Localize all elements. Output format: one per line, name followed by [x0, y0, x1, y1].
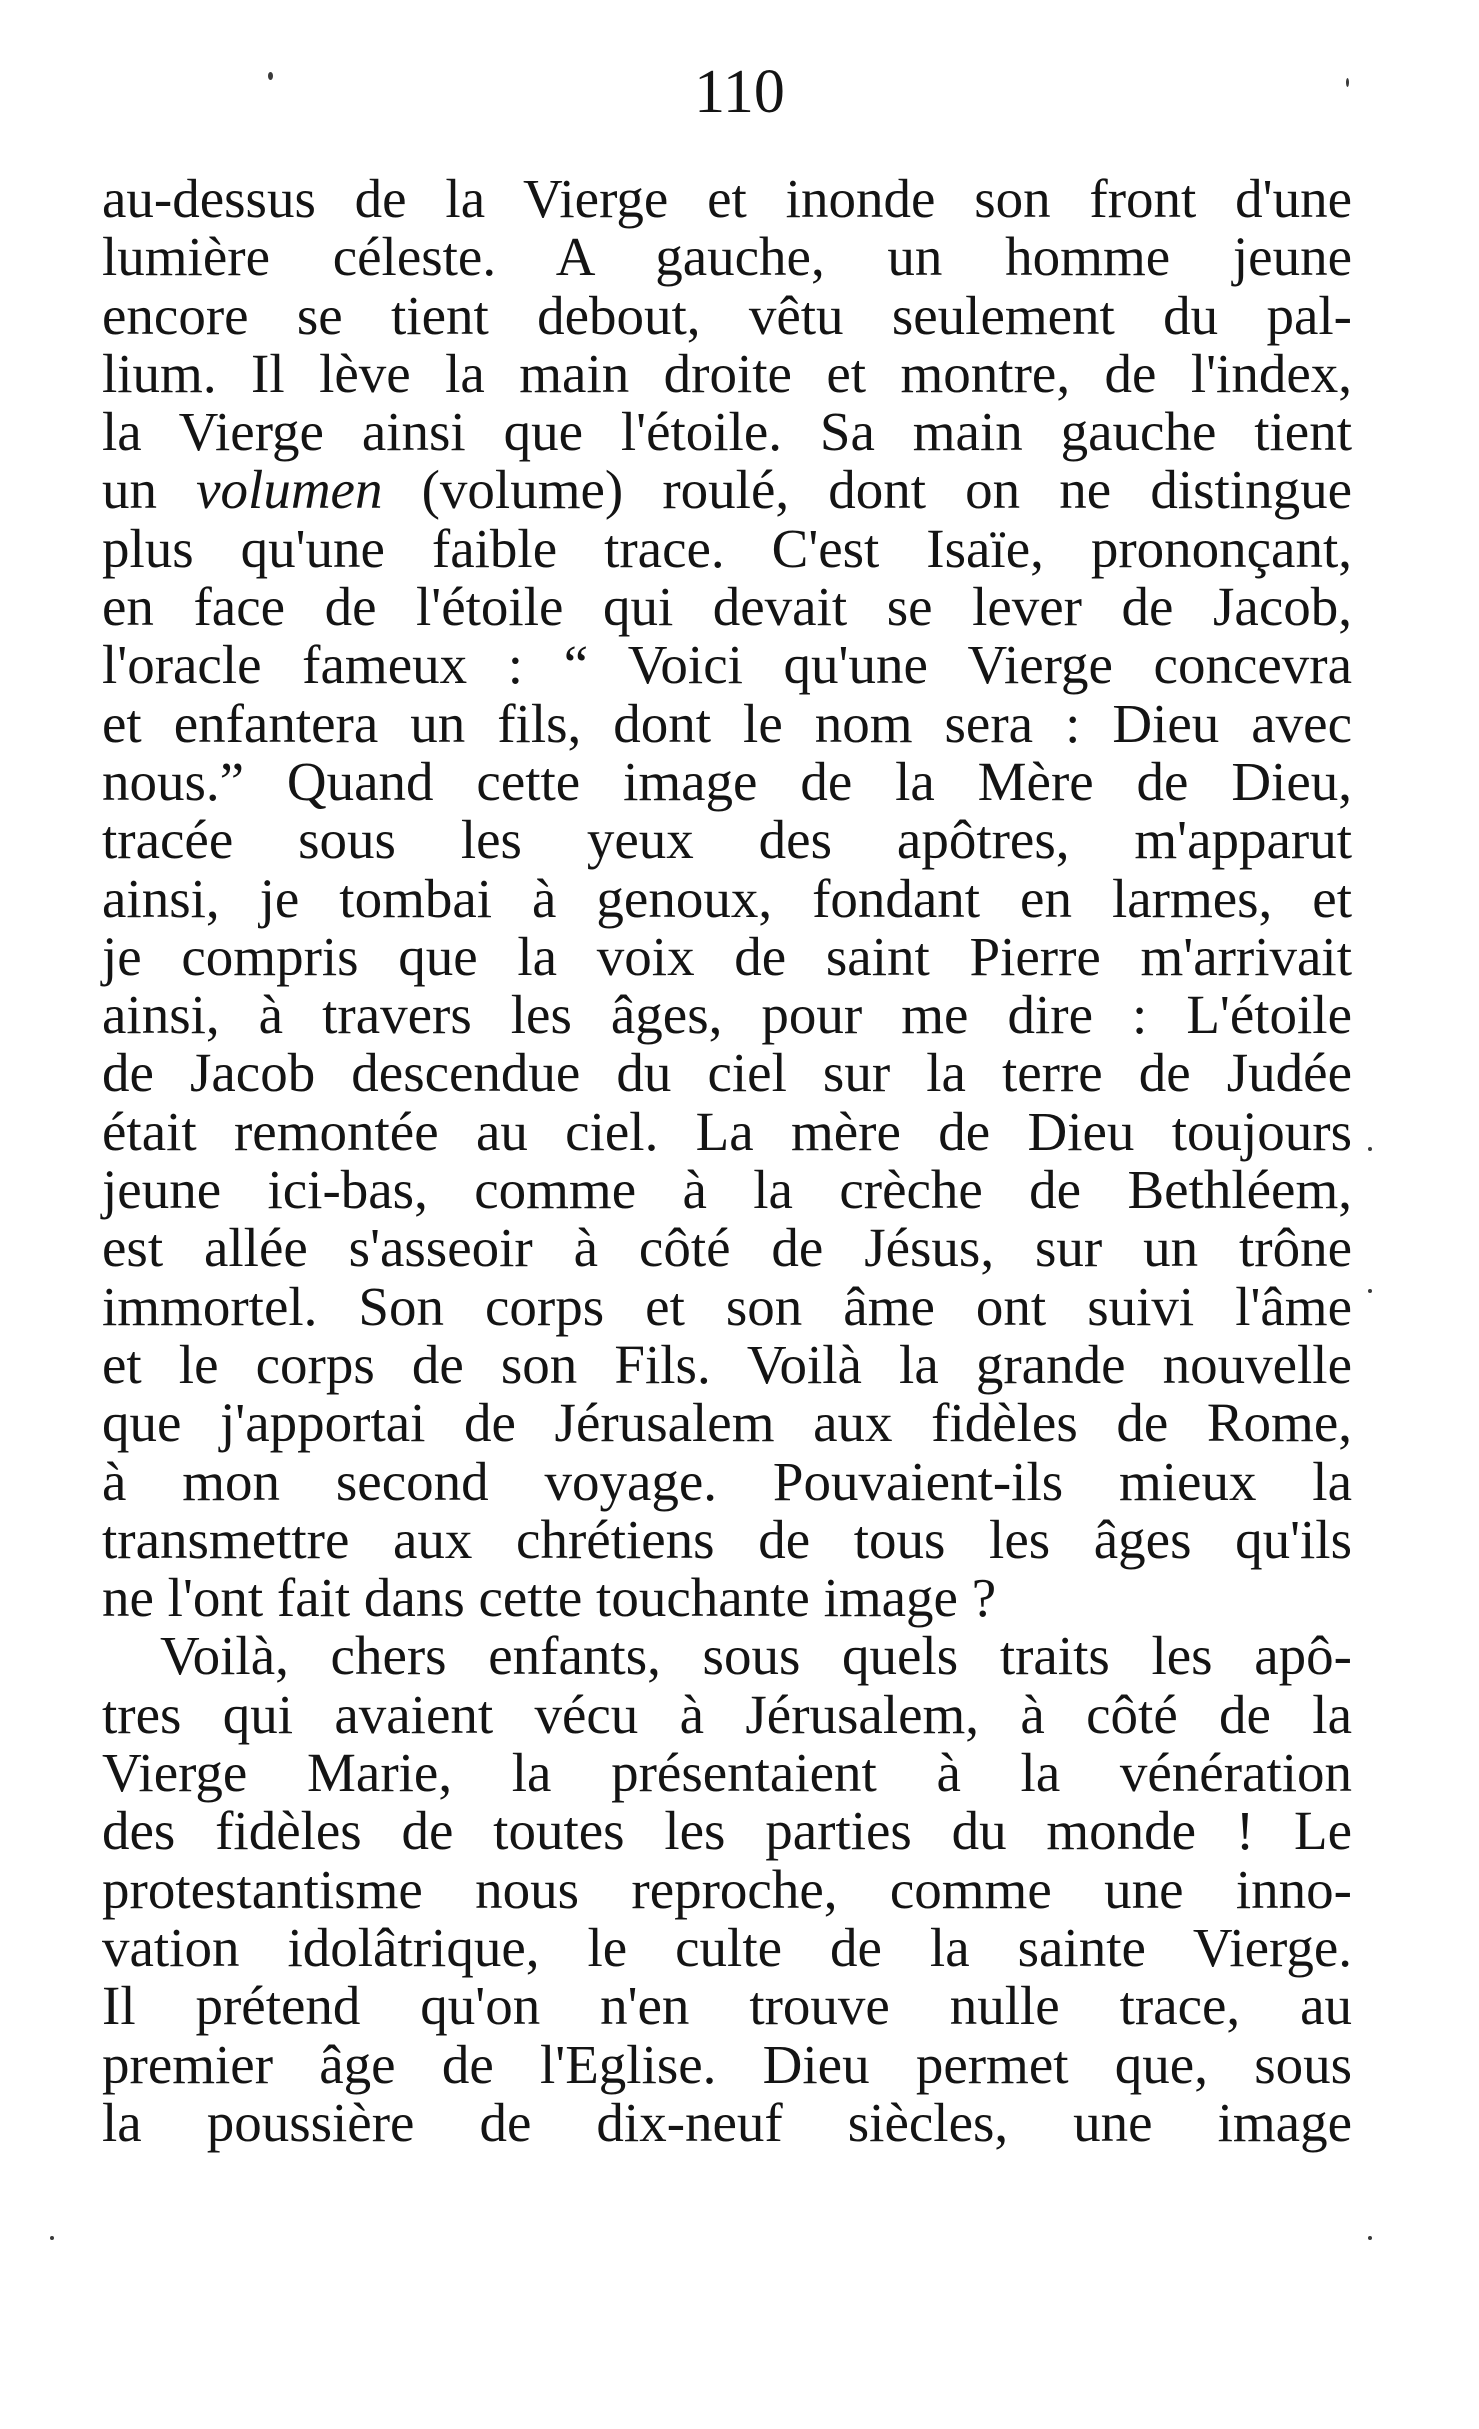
paragraph — [102, 170, 1352, 1627]
text-line: tracée sous les yeux des apôtres, m'apparut — [102, 809, 1352, 871]
text-line: de Jacob descendue du ciel sur la terre de Judée — [102, 1042, 1352, 1104]
text-line: des fidèles de toutes les parties du monde ! Le — [102, 1800, 1352, 1862]
text-line: premier âge de l'Eglise. Dieu permet que, sous — [102, 2033, 1352, 2095]
text-line: ne l'ont fait dans cette touchante image ? — [102, 1567, 997, 1629]
ink-speck — [1368, 1147, 1372, 1151]
ink-speck — [1346, 78, 1349, 87]
text-line: ainsi, je tombai à genoux, fondant en larmes, et — [102, 867, 1352, 929]
text-line: tres qui avaient vécu à Jérusalem, à côté de la — [102, 1683, 1352, 1745]
text-line: Il prétend qu'on n'en trouve nulle trace, au — [102, 1975, 1352, 2037]
text-line: je compris que la voix de saint Pierre m'arrivait — [102, 925, 1352, 987]
text-line: est allée s'asseoir à côté de Jésus, sur un trône — [102, 1217, 1352, 1279]
text-line: Voilà, chers enfants, sous quels traits les apô- — [160, 1625, 1352, 1687]
text-line: encore se tient debout, vêtu seulement du pal- — [102, 284, 1352, 346]
text-line: un volumen (volume) roulé, dont on ne distingue — [102, 459, 1352, 521]
text-line: l'oracle fameux : “ Voici qu'une Vierge concevra — [102, 634, 1352, 696]
text-line: la Vierge ainsi que l'étoile. Sa main gauche tient — [102, 401, 1352, 463]
text-line: et enfantera un fils, dont le nom sera : Dieu avec — [102, 692, 1352, 754]
text-line: la poussière de dix-neuf siècles, une image — [102, 2091, 1352, 2153]
text-line: protestantisme nous reproche, comme une inno- — [102, 1858, 1352, 1920]
text-line: jeune ici-bas, comme à la crèche de Bethléem, — [102, 1159, 1352, 1221]
text-line: Vierge Marie, la présentaient à la vénération — [102, 1742, 1352, 1804]
text-line: au-dessus de la Vierge et inonde son front d'une — [102, 168, 1352, 229]
paragraph — [102, 1627, 1352, 2152]
text-line: était remontée au ciel. La mère de Dieu toujours — [102, 1100, 1352, 1162]
text-line: que j'apportai de Jérusalem aux fidèles de Rome, — [102, 1392, 1352, 1454]
text-line: en face de l'étoile qui devait se lever de Jacob, — [102, 576, 1352, 638]
text-line: immortel. Son corps et son âme ont suivi l'âme — [102, 1275, 1352, 1337]
text-line: ainsi, à travers les âges, pour me dire : L'étoile — [102, 984, 1352, 1046]
ink-speck — [50, 2236, 54, 2240]
text-line: transmettre aux chrétiens de tous les âges qu'ils — [102, 1508, 1352, 1570]
body-text — [102, 170, 1352, 2152]
text-line: lium. Il lève la main droite et montre, de l'index, — [102, 342, 1352, 404]
ink-speck — [1368, 1289, 1372, 1293]
ink-speck — [268, 72, 273, 80]
text-line: et le corps de son Fils. Voilà la grande nouvelle — [102, 1333, 1352, 1395]
text-line: vation idolâtrique, le culte de la sainte Vierge. — [102, 1916, 1352, 1978]
text-line: lumière céleste. A gauche, un homme jeune — [102, 226, 1352, 288]
italic-term: volumen — [196, 459, 383, 521]
text-line: nous.” Quand cette image de la Mère de Dieu, — [102, 750, 1352, 812]
ink-speck — [1368, 2236, 1372, 2240]
text-line: à mon second voyage. Pouvaient-ils mieux la — [102, 1450, 1352, 1512]
page-number: 110 — [694, 58, 785, 126]
text-line: plus qu'une faible trace. C'est Isaïe, prononçant, — [102, 517, 1352, 579]
